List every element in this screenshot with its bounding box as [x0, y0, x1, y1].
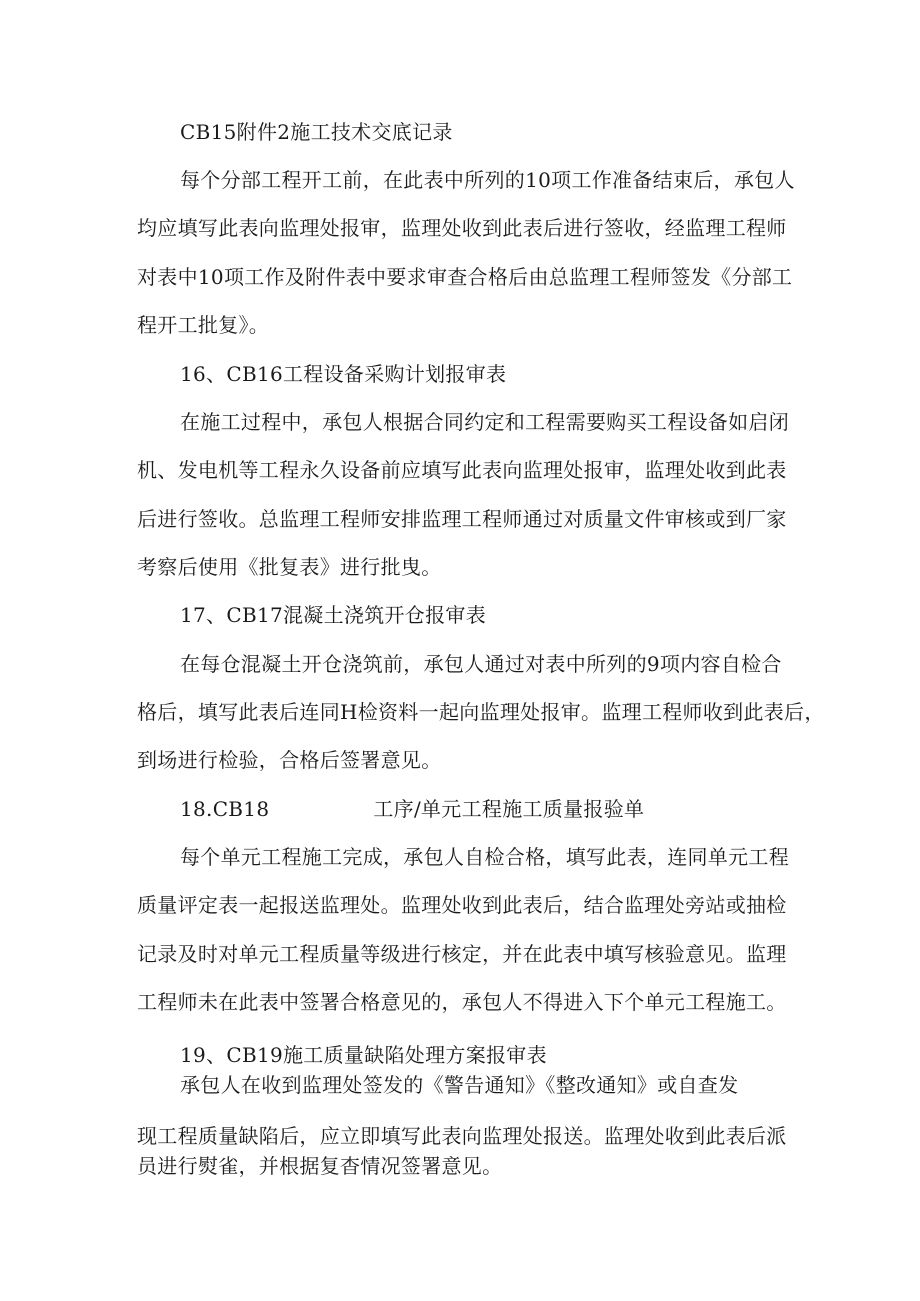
paragraph-cb18-line-3: 记录及时对单元工程质量等级进行核定，并在此表中填写核验意见。监理 [137, 942, 787, 966]
paragraph-cb17-line-1: 在每仓混凝土开仓浇筑前，承包人通过对表中所列的9项内容自检合 [180, 652, 782, 676]
section-heading-cb18-title: 工序/单元工程施工质量报验单 [373, 797, 645, 821]
paragraph-cb15-line-2: 均应填写此表向监理处报审，监理处收到此表后进行签收，经监理工程师 [137, 216, 787, 240]
paragraph-cb19-line-2: 现工程质量缺陷后，应立即填写此表向监理处报送。监理处收到此表后派 [137, 1124, 787, 1148]
section-heading-cb15: CB15附件2施工技术交底记录 [180, 120, 453, 144]
paragraph-cb19-line-1: 承包人在收到监理处签发的《警告通知》《整改通知》或自查发 [180, 1073, 739, 1097]
paragraph-cb16-line-4: 考察后使用《批复表》进行批曳。 [137, 555, 442, 579]
section-heading-cb18-code: 18.CB18 [180, 797, 270, 821]
paragraph-cb16-line-1: 在施工过程中，承包人根据合同约定和工程需要购买工程设备如启闭 [180, 410, 789, 434]
section-heading-cb19: 19、CB19施工质量缺陷处理方案报审表 [180, 1043, 547, 1067]
section-heading-cb16: 16、CB16工程设备采购计划报审表 [180, 362, 507, 386]
paragraph-cb18-line-4: 工程师未在此表中签署合格意见的，承包人不得进入下个单元工程施工。 [137, 990, 787, 1014]
paragraph-cb15-line-3: 对表中10项工作及附件表中要求审查合格后由总监理工程师签发《分部工 [137, 265, 793, 289]
paragraph-cb18-line-1: 每个单元工程施工完成，承包人自检合格，填写此表，连同单元工程 [180, 845, 789, 869]
paragraph-cb15-line-4: 程开工批复》。 [137, 313, 270, 337]
paragraph-cb17-line-2: 格后，填写此表后连同H检资料一起向监理处报审。监理工程师收到此表后， [137, 700, 825, 724]
paragraph-cb19-line-3: 员进行熨雀，并根据复杳情况签署意见。 [137, 1154, 503, 1178]
paragraph-cb15-line-1: 每个分部工程开工前，在此表中所列的10项工作准备结束后，承包人 [180, 168, 795, 192]
paragraph-cb18-line-2: 质量评定表一起报送监理处。监理处收到此表后，结合监理处旁站或抽检 [137, 893, 787, 917]
section-heading-cb18 [180, 795, 644, 823]
paragraph-cb17-line-3: 到场进行检验，合格后签署意见。 [137, 748, 442, 772]
section-heading-cb17: 17、CB17混凝土浇筑开仓报审表 [180, 603, 486, 627]
paragraph-cb16-line-3: 后进行签收。总监理工程师安排监理工程师通过对质量文件审核或到厂家 [137, 507, 787, 531]
paragraph-cb16-line-2: 机、发电机等工程永久设备前应填写此表向监理处报审，监理处收到此表 [137, 458, 787, 482]
